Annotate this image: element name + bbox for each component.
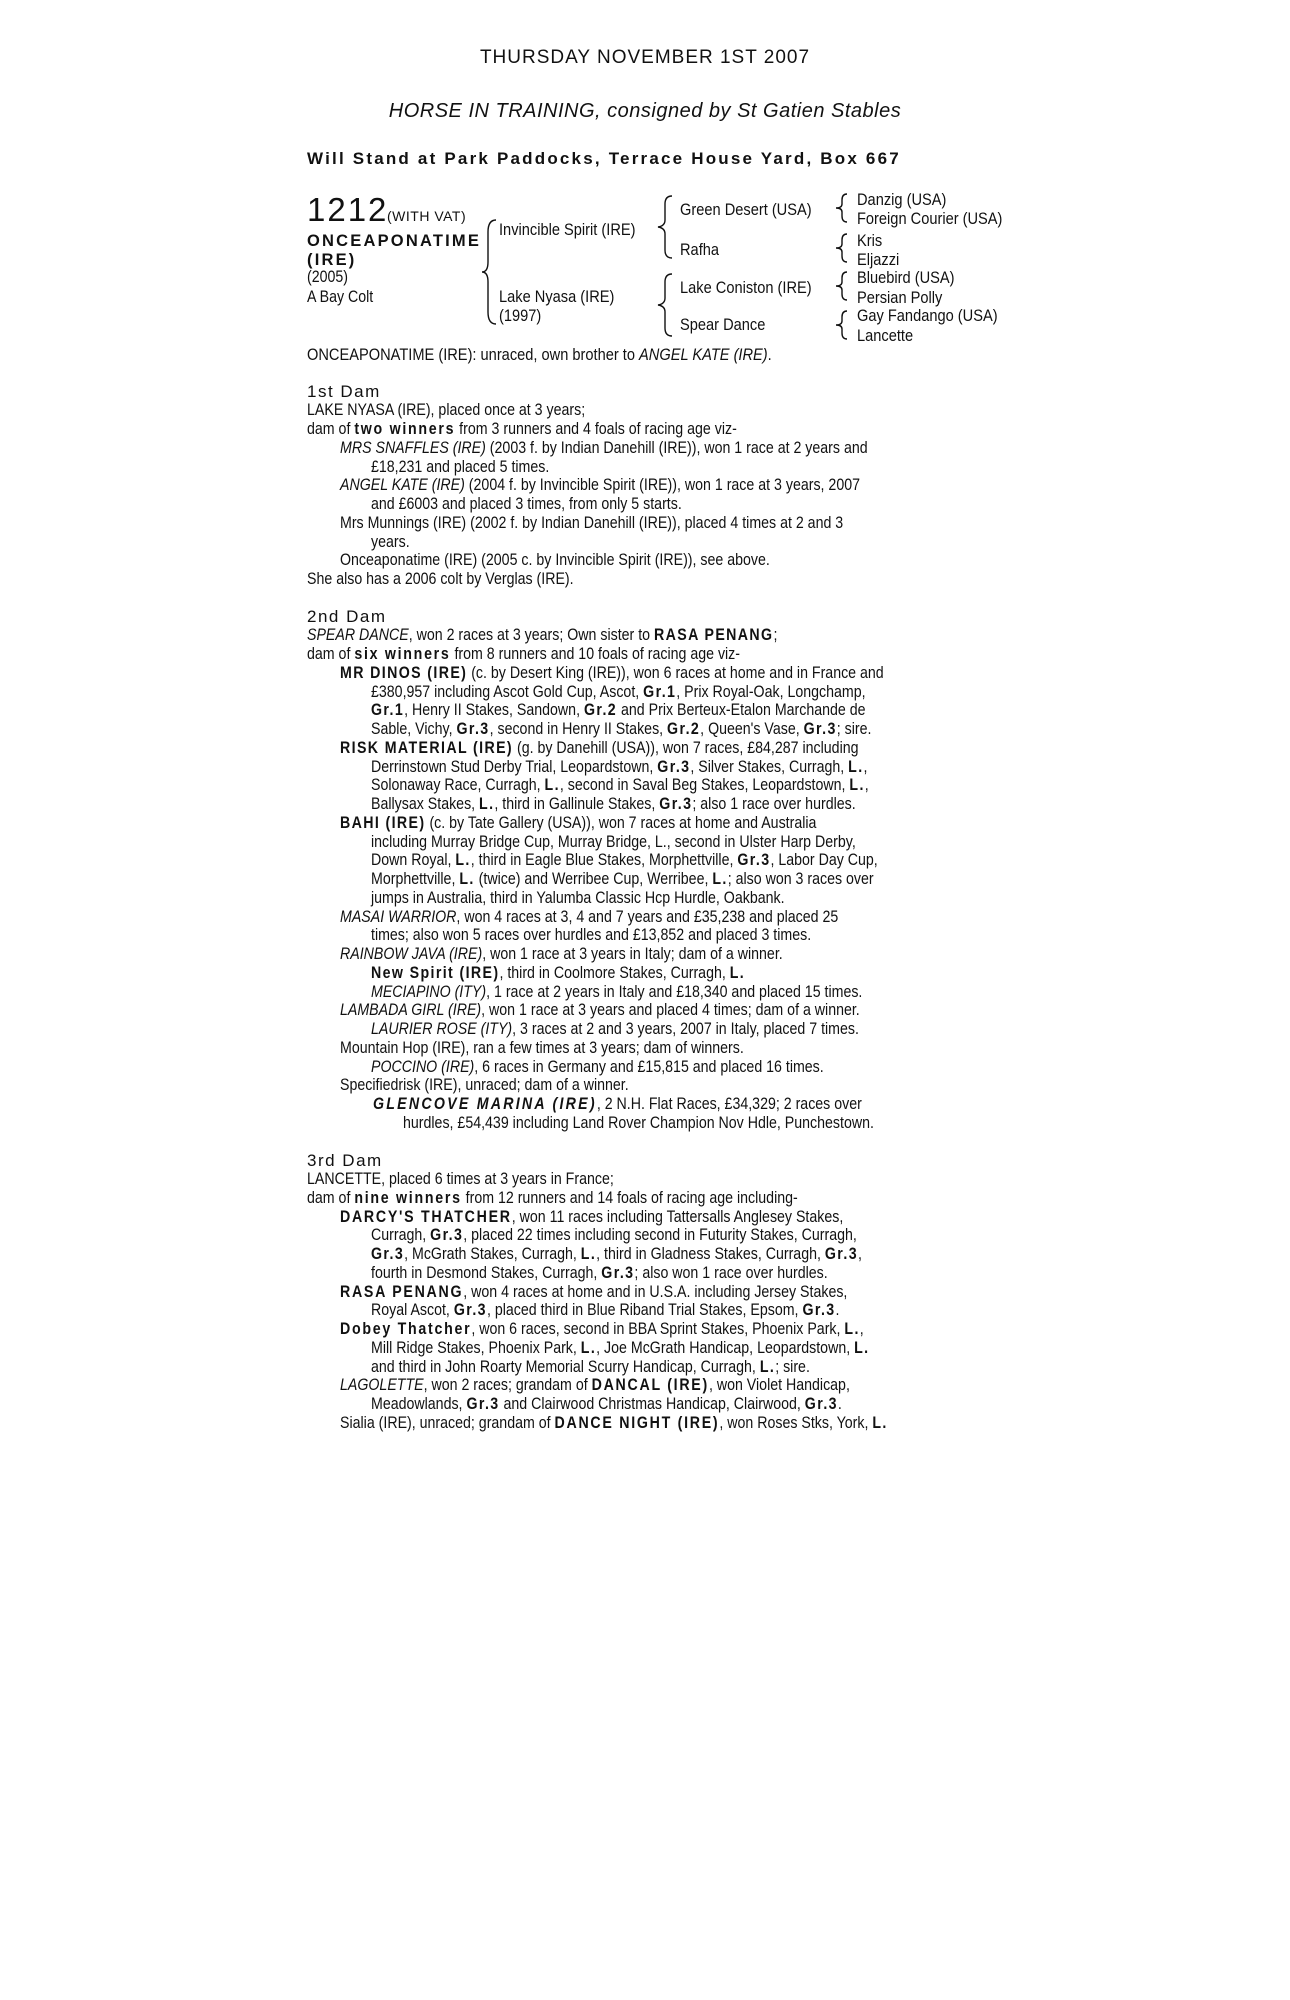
pedigree-dam: Lake Nyasa (IRE) xyxy=(499,287,615,306)
horse-year: (2005) xyxy=(307,268,349,286)
first-dam-line: years. xyxy=(371,533,410,551)
third-dam-line: dam of nine winners from 12 runners and 14 foals of racing age including- xyxy=(307,1189,798,1207)
second-dam-line: SPEAR DANCE, won 2 races at 3 years; Own sister to RASA PENANG; xyxy=(307,626,778,644)
pedigree-brace-main xyxy=(480,218,500,326)
horse-country: (IRE) xyxy=(307,251,357,269)
second-dam-heading: 2nd Dam xyxy=(307,607,387,626)
first-dam-heading: 1st Dam xyxy=(307,382,381,401)
second-dam-line: Derrinstown Stud Derby Trial, Leopardstown, Gr.3, Silver Stakes, Curragh, L., xyxy=(371,758,868,776)
pedigree-sire-sire: Green Desert (USA) xyxy=(680,200,812,219)
third-dam-line: LAGOLETTE, won 2 races; grandam of DANCAL (IRE), won Violet Handicap, xyxy=(340,1376,850,1394)
first-dam-line: ANGEL KATE (IRE) (2004 f. by Invincible Spirit (IRE)), won 1 race at 3 years, 2007 xyxy=(340,476,861,494)
second-dam-line: LAMBADA GIRL (IRE), won 1 race at 3 years and placed 4 times; dam of a winner. xyxy=(340,1001,860,1019)
pedigree-brace-g4 xyxy=(834,309,850,341)
third-dam-line: DARCY'S THATCHER, won 11 races including Tattersalls Anglesey Stakes, xyxy=(340,1208,844,1226)
pedigree-brace-g3 xyxy=(834,270,850,302)
second-dam-line: Solonaway Race, Curragh, L., second in Saval Beg Stakes, Leopardstown, L., xyxy=(371,776,869,794)
second-dam-line: including Murray Bridge Cup, Murray Bridge, L., second in Ulster Harp Derby, xyxy=(371,833,856,851)
pedigree-brace-g1 xyxy=(834,192,850,224)
first-dam-line: Onceaponatime (IRE) (2005 c. by Invincible Spirit (IRE)), see above. xyxy=(340,551,770,569)
second-dam-line: GLENCOVE MARINA (IRE), 2 N.H. Flat Races, £34,329; 2 races over xyxy=(373,1095,862,1113)
second-dam-line: Specifiedrisk (IRE), unraced; dam of a winner. xyxy=(340,1076,629,1094)
pedigree-dam-dam: Spear Dance xyxy=(680,315,766,334)
first-dam-line: dam of two winners from 3 runners and 4 foals of racing age viz- xyxy=(307,420,737,438)
pedigree-brace-sire xyxy=(656,194,676,260)
second-dam-line: New Spirit (IRE), third in Coolmore Stakes, Curragh, L. xyxy=(371,964,746,982)
pedigree-dam-sire: Lake Coniston (IRE) xyxy=(680,278,812,297)
third-dam-line: Meadowlands, Gr.3 and Clairwood Christmas Handicap, Clairwood, Gr.3. xyxy=(371,1395,842,1413)
second-dam-line: Ballysax Stakes, L., third in Gallinule Stakes, Gr.3; also 1 race over hurdles. xyxy=(371,795,856,813)
first-dam-line: She also has a 2006 colt by Verglas (IRE). xyxy=(307,570,574,588)
pedigree-g8: Lancette xyxy=(857,326,914,345)
pedigree-g4: Eljazzi xyxy=(857,250,900,269)
second-dam-line: times; also won 5 races over hurdles and £13,852 and placed 3 times. xyxy=(371,926,812,944)
second-dam-line: jumps in Australia, third in Yalumba Classic Hcp Hurdle, Oakbank. xyxy=(371,889,785,907)
pedigree-sire-dam: Rafha xyxy=(680,240,720,259)
first-dam-line: MRS SNAFFLES (IRE) (2003 f. by Indian Danehill (IRE)), won 1 race at 2 years and xyxy=(340,439,868,457)
second-dam-line: BAHI (IRE) (c. by Tate Gallery (USA)), won 7 races at home and Australia xyxy=(340,814,817,832)
third-dam-line: Dobey Thatcher, won 6 races, second in BBA Sprint Stakes, Phoenix Park, L., xyxy=(340,1320,864,1338)
second-dam-line: Morphettville, L. (twice) and Werribee Cup, Werribee, L.; also won 3 races over xyxy=(371,870,874,888)
first-dam-line: Mrs Munnings (IRE) (2002 f. by Indian Danehill (IRE)), placed 4 times at 2 and 3 xyxy=(340,514,844,532)
second-dam-line: Gr.1, Henry II Stakes, Sandown, Gr.2 and Prix Berteux-Etalon Marchande de xyxy=(371,701,866,719)
pedigree-g1: Danzig (USA) xyxy=(857,190,947,209)
pedigree-g6: Persian Polly xyxy=(857,288,943,307)
sale-date: THURSDAY NOVEMBER 1ST 2007 xyxy=(479,47,811,68)
first-dam-line: £18,231 and placed 5 times. xyxy=(371,458,550,476)
pedigree-brace-dam xyxy=(656,272,676,338)
pedigree-brace-g2 xyxy=(834,232,850,264)
third-dam-line: Mill Ridge Stakes, Phoenix Park, L., Joe McGrath Handicap, Leopardstown, L. xyxy=(371,1339,870,1357)
horse-name: ONCEAPONATIME xyxy=(307,232,482,250)
pedigree-g2: Foreign Courier (USA) xyxy=(857,209,1003,228)
horse-description: A Bay Colt xyxy=(307,288,374,306)
stand-location: Will Stand at Park Paddocks, Terrace House Yard, Box 667 xyxy=(307,149,901,168)
second-dam-line: LAURIER ROSE (ITY), 3 races at 2 and 3 years, 2007 in Italy, placed 7 times. xyxy=(371,1020,859,1038)
second-dam-line: £380,957 including Ascot Gold Cup, Ascot, Gr.1, Prix Royal-Oak, Longchamp, xyxy=(371,683,866,701)
first-dam-line: and £6003 and placed 3 times, from only 5 starts. xyxy=(371,495,682,513)
second-dam-line: Down Royal, L., third in Eagle Blue Stakes, Morphettville, Gr.3, Labor Day Cup, xyxy=(371,851,878,869)
second-dam-line: dam of six winners from 8 runners and 10 foals of racing age viz- xyxy=(307,645,741,663)
second-dam-line: hurdles, £54,439 including Land Rover Champion Nov Hdle, Punchestown. xyxy=(403,1114,874,1132)
third-dam-line: Royal Ascot, Gr.3, placed third in Blue Riband Trial Stakes, Epsom, Gr.3. xyxy=(371,1301,840,1319)
second-dam-line: MASAI WARRIOR, won 4 races at 3, 4 and 7 years and £35,238 and placed 25 xyxy=(340,908,839,926)
third-dam-line: Sialia (IRE), unraced; grandam of DANCE NIGHT (IRE), won Roses Stks, York, L. xyxy=(340,1414,888,1432)
vat-note: (WITH VAT) xyxy=(387,208,467,224)
second-dam-line: MR DINOS (IRE) (c. by Desert King (IRE)), won 6 races at home and in France and xyxy=(340,664,884,682)
second-dam-line: MECIAPINO (ITY), 1 race at 2 years in Italy and £18,340 and placed 15 times. xyxy=(371,983,863,1001)
third-dam-line: RASA PENANG, won 4 races at home and in U.S.A. including Jersey Stakes, xyxy=(340,1283,848,1301)
second-dam-line: Mountain Hop (IRE), ran a few times at 3 years; dam of winners. xyxy=(340,1039,744,1057)
consignment-title: HORSE IN TRAINING, consigned by St Gatien Stables xyxy=(388,100,902,122)
third-dam-line: fourth in Desmond Stakes, Curragh, Gr.3; also won 1 race over hurdles. xyxy=(371,1264,828,1282)
pedigree-dam-year: (1997) xyxy=(499,306,542,325)
third-dam-line: Curragh, Gr.3, placed 22 times including second in Futurity Stakes, Curragh, xyxy=(371,1226,857,1244)
horse-summary: ONCEAPONATIME (IRE): unraced, own brother to ANGEL KATE (IRE). xyxy=(307,345,772,364)
third-dam-line: Gr.3, McGrath Stakes, Curragh, L., third in Gladness Stakes, Curragh, Gr.3, xyxy=(371,1245,862,1263)
pedigree-g5: Bluebird (USA) xyxy=(857,268,955,287)
second-dam-line: Sable, Vichy, Gr.3, second in Henry II Stakes, Gr.2, Queen's Vase, Gr.3; sire. xyxy=(371,720,872,738)
lot-number: 1212 xyxy=(307,191,389,228)
second-dam-line: RISK MATERIAL (IRE) (g. by Danehill (USA)), won 7 races, £84,287 including xyxy=(340,739,859,757)
third-dam-heading: 3rd Dam xyxy=(307,1151,383,1170)
pedigree-g7: Gay Fandango (USA) xyxy=(857,306,998,325)
second-dam-line: RAINBOW JAVA (IRE), won 1 race at 3 years in Italy; dam of a winner. xyxy=(340,945,783,963)
pedigree-g3: Kris xyxy=(857,231,883,250)
third-dam-line: and third in John Roarty Memorial Scurry Handicap, Curragh, L.; sire. xyxy=(371,1358,810,1376)
third-dam-line: LANCETTE, placed 6 times at 3 years in France; xyxy=(307,1170,614,1188)
second-dam-line: POCCINO (IRE), 6 races in Germany and £15,815 and placed 16 times. xyxy=(371,1058,824,1076)
pedigree-sire: Invincible Spirit (IRE) xyxy=(499,220,636,239)
first-dam-line: LAKE NYASA (IRE), placed once at 3 years; xyxy=(307,401,586,419)
